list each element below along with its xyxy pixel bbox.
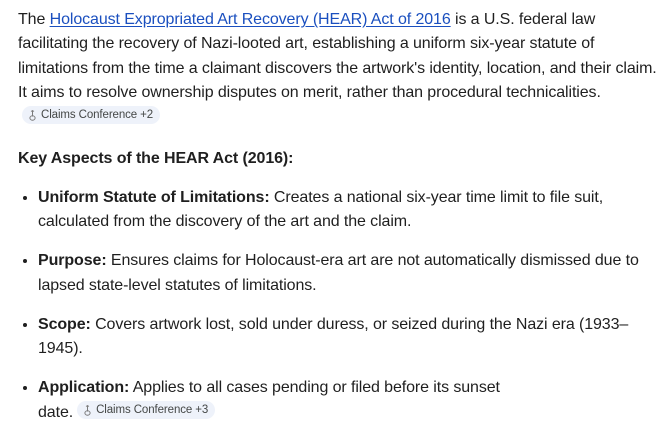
response-content (18, 8, 658, 439)
intro-paragraph (18, 8, 658, 130)
list-item (38, 312, 658, 362)
list-item-text: Applies to all cases pending or filed before its sunset (129, 379, 500, 397)
intro-body: is a U.S. federal law facilitating the recovery of Nazi-looted art, establishing a uniform six-year statute of limitations from the time a claimant discovers the artwork's identity, location, and their claim. It aims to resolve ownership disputes on merit, rather than procedural technicalities. (18, 11, 657, 102)
list-item (38, 375, 658, 425)
list-item-term: Uniform Statute of Limitations: (38, 189, 270, 207)
hear-act-link[interactable]: Holocaust Expropriated Art Recovery (HEAR) Act of 2016 (49, 11, 451, 28)
source-icon (28, 110, 37, 121)
list-item-text: Covers artwork lost, sold under duress, or seized during the Nazi era (1933–1945). (38, 315, 629, 358)
section-heading: Key Aspects of the HEAR Act (2016): (18, 150, 294, 168)
list-item-text: Creates a national six-year time limit to file suit, calculated from the discovery of the art and the claim. (38, 189, 604, 231)
list-item-term: Scope: (38, 315, 91, 333)
list-item-text: Ensures claims for Holocaust-era art are not automatically dismissed due to lapsed state-level statutes of limitations. (38, 252, 639, 294)
citation-chip-intro[interactable] (22, 106, 160, 124)
list-item-term: Application: (38, 379, 130, 397)
list-item-term: Purpose: (38, 252, 107, 270)
citation-chip-label: Claims Conference +3 (96, 404, 209, 417)
citation-chip-label: Claims Conference +2 (41, 109, 154, 122)
key-aspects-list (18, 185, 658, 425)
intro-prefix: The (18, 11, 50, 28)
citation-chip-application[interactable] (77, 401, 215, 419)
list-item (38, 248, 658, 298)
list-item (38, 185, 658, 235)
source-icon (83, 405, 92, 416)
list-item-text-continued: date. (38, 403, 74, 421)
